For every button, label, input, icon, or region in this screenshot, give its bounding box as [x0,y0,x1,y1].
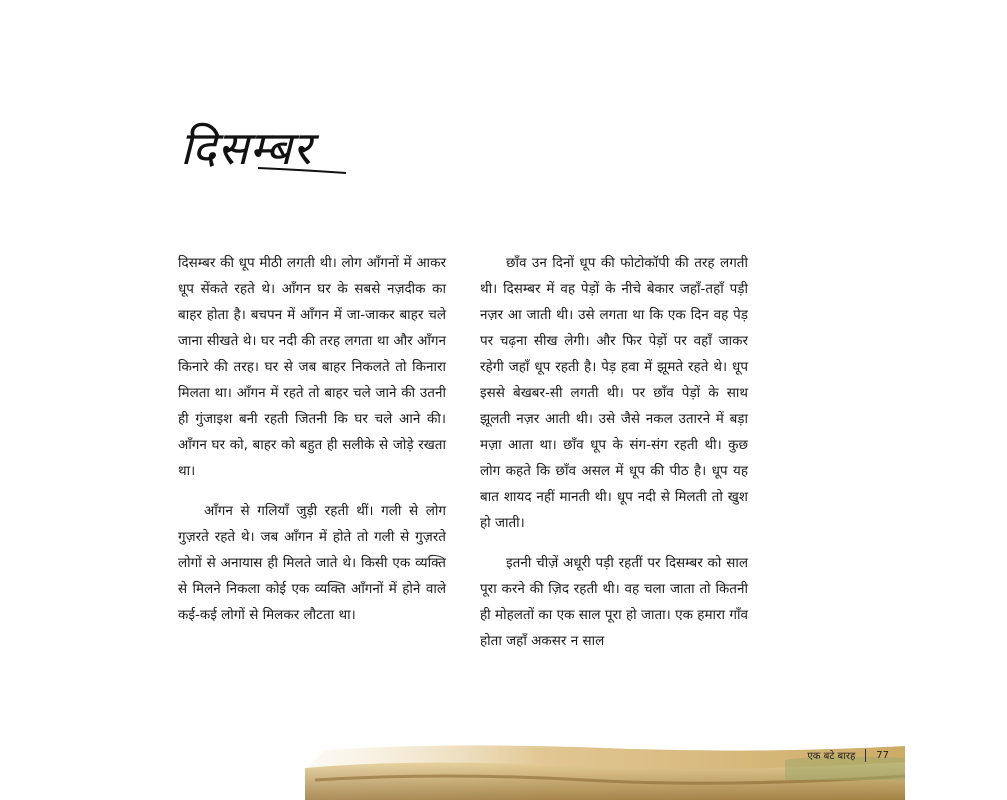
left-column [178,250,446,642]
page-footer [807,748,889,762]
paragraph: दिसम्बर की धूप मीठी लगती थी। लोग आँगनों में आकर धूप सेंकते रहते थे। आँगन घर के सबसे नज़दीक का बाहर होता है। बचपन में आँगन में जा-जाकर बाहर चले जाना सीखते थे। घर नदी की तरह लगता था और आँगन किनारे की तरह। घर से जब बाहर निकलते तो किनारा मिलता था। आँगन में रहते तो बाहर चले जाने की उतनी ही गुंजाइश बनी रहती जितनी कि घर चले आने की। आँगन घर को, बाहर को बहुत ही सलीके से जोड़े रखता था। [178,255,446,479]
footer-divider [865,749,866,762]
paragraph: छाँव उन दिनों धूप की फोटोकॉपी की तरह लगती थी। दिसम्बर में वह पेड़ों के नीचे बेकार जहाँ-तहाँ पड़ी नज़र आ जाती थी। उसे लगता था कि एक दिन वह पेड़ पर चढ़ना सीख लेगी। और फिर पेड़ों पर वहाँ जाकर रहेगी जहाँ धूप रहती है। पेड़ हवा में झूमते रहते थे। धूप इससे बेखबर-सी लगती थी। पर छाँव पेड़ों के साथ झूलती नज़र आती थी। उसे जैसे नकल उतारने में बड़ा मज़ा आता था। छाँव धूप के संग-संग रहती थी। कुछ लोग कहते कि छाँव असल में धूप की पीठ है। धूप यह बात शायद नहीं मानती थी। धूप नदी से मिलती तो खुश हो जाती। [480,255,748,531]
chapter-title: दिसम्बर [180,121,313,175]
paragraph: इतनी चीज़ें अधूरी पड़ी रहतीं पर दिसम्बर को साल पूरा करने की ज़िद रहती थी। वह चला जाता तो कितनी ही मोहलतों का एक साल पूरा हो जाता। एक हमारा गाँव होता जहाँ अकसर न साल [480,555,748,649]
right-column [480,250,748,668]
book-title: एक बटे बारह [807,751,856,762]
paragraph: आँगन से गलियाँ जुड़ी रहती थीं। गली से लोग गुज़रते रहते थे। जब आँगन में होते तो गली से गुज़रते लोगों से अनायास ही मिलते जाते थे। किसी एक व्यक्ति से मिलने निकला कोई एक व्यक्ति आँगनों में होने वाले कई-कई लोगों से मिलकर लौटता था। [178,503,446,623]
title-flourish [258,166,348,174]
page-number: 77 [876,749,889,761]
